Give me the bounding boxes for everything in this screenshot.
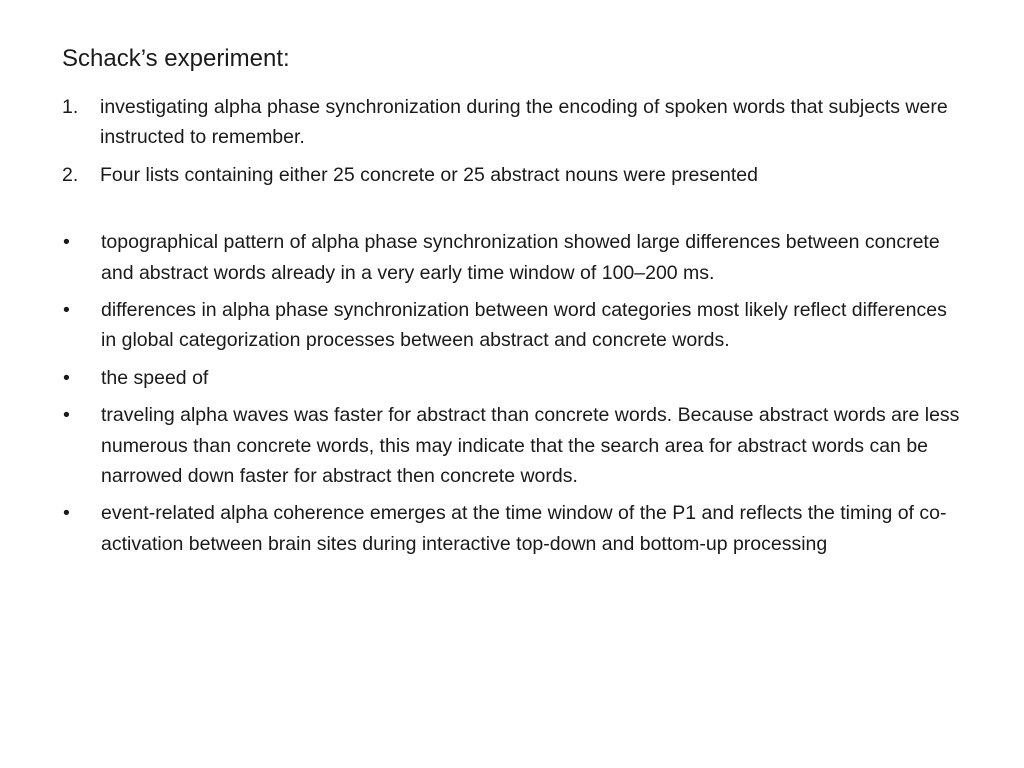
- bullet-text: the speed of: [101, 366, 209, 389]
- list-number: 2.: [62, 163, 79, 186]
- list-item-text: Four lists containing either 25 concrete or 25 abstract nouns were presented: [100, 163, 758, 186]
- bullet-text: event-related alpha coherence emerges at the time window of the P1 and reflects the timing of co-activation between brain sites during interactive top-down and bottom-up processing: [101, 502, 947, 555]
- bullet-marker: •: [63, 366, 70, 389]
- list-number: 1.: [62, 96, 79, 118]
- bullet-item-2: [62, 295, 962, 356]
- numbered-item-1: [62, 92, 962, 153]
- paragraph-spacer: [62, 197, 962, 227]
- bullet-marker: •: [63, 404, 70, 427]
- bullet-marker: •: [63, 299, 70, 322]
- slide-body: [62, 92, 962, 566]
- bullet-marker: •: [63, 502, 70, 525]
- slide-title: Schack’s experiment:: [62, 45, 290, 72]
- bullet-item-5: [62, 498, 962, 559]
- bullet-text: differences in alpha phase synchronization between word categories most likely reflect differences in global categorization processes between abstract and concrete words.: [101, 299, 947, 352]
- list-item-text: investigating alpha phase synchronization during the encoding of spoken words that subjects were instructed to remember.: [100, 96, 948, 149]
- bullet-item-1: [62, 227, 962, 288]
- numbered-item-2: [62, 160, 962, 190]
- bullet-item-4: [62, 400, 962, 491]
- bullet-marker: •: [63, 231, 70, 254]
- bullet-item-3: [62, 363, 962, 393]
- bullet-text: traveling alpha waves was faster for abstract than concrete words. Because abstract words are less numerous than concrete words, this may indicate that the search area for abstract words can be narrowed down faster for abstract then concrete words.: [101, 404, 960, 488]
- bullet-text: topographical pattern of alpha phase synchronization showed large differences between concrete and abstract words already in a very early time window of 100–200 ms.: [101, 231, 940, 284]
